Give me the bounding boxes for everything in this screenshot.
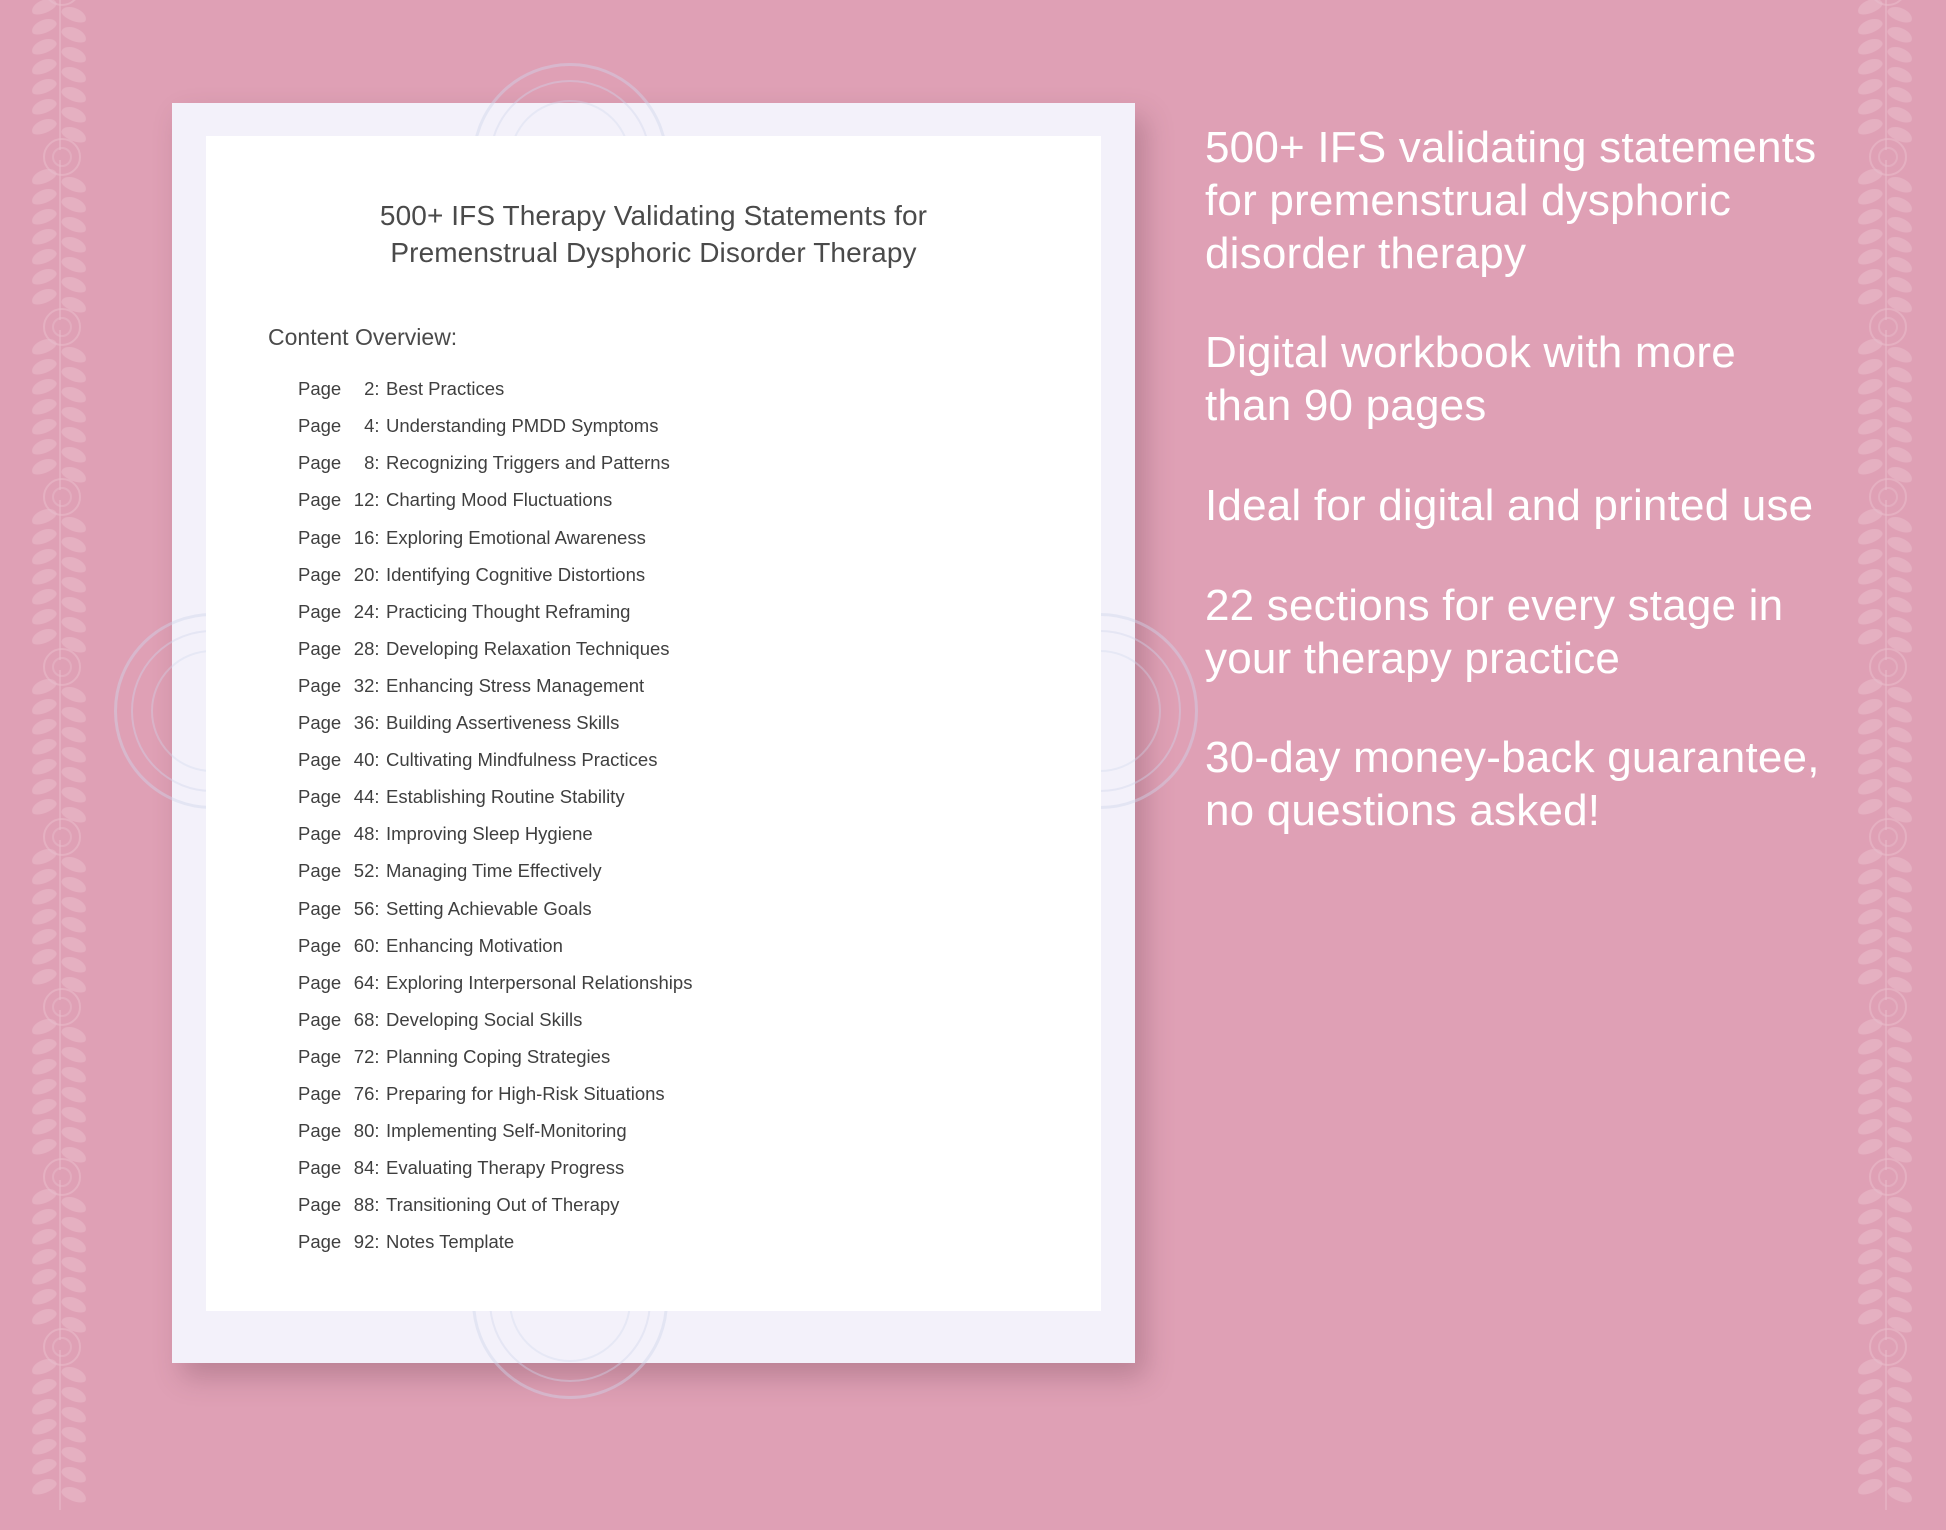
toc-page-word: Page: [298, 563, 342, 585]
toc-entry-title: Charting Mood Fluctuations: [386, 489, 613, 511]
toc-entry-page: Page 28:: [298, 637, 380, 659]
toc-page-number: 72: [353, 1045, 375, 1067]
toc-page-number: 84: [353, 1157, 375, 1179]
toc-entry: [298, 705, 1101, 742]
toc-entry-page: Page 52:: [298, 860, 380, 882]
toc-entry: [298, 519, 1101, 556]
flower-icon: [43, 648, 81, 686]
toc-entry: [298, 1002, 1101, 1039]
toc-entry-title: Planning Coping Strategies: [386, 1045, 611, 1067]
flower-icon: [1869, 478, 1907, 516]
toc-page-word: Page: [298, 452, 342, 474]
toc-entry: [298, 1039, 1101, 1076]
toc-page-word: Page: [298, 823, 342, 845]
toc-page-word: Page: [298, 378, 342, 400]
toc-entry-title: Cultivating Mindfulness Practices: [386, 749, 658, 771]
marketing-line: Ideal for digital and printed use: [1205, 480, 1814, 530]
toc-page-number: 4: [364, 415, 375, 437]
toc-entry-title: Practicing Thought Reframing: [386, 600, 631, 622]
table-of-contents: [298, 371, 1101, 1261]
flower-icon: [1869, 988, 1907, 1026]
flower-icon: [1869, 1328, 1907, 1366]
toc-page-number: 16: [353, 526, 375, 548]
toc-page-number: 44: [353, 786, 375, 808]
toc-page-number: 88: [353, 1194, 375, 1216]
toc-entry-title: Transitioning Out of Therapy: [386, 1194, 620, 1216]
toc-entry-page: Page 88:: [298, 1194, 380, 1216]
toc-page-number: 2: [364, 378, 375, 400]
toc-entry: [298, 779, 1101, 816]
toc-page-word: Page: [298, 1008, 342, 1030]
toc-entry-title: Notes Template: [386, 1231, 515, 1253]
toc-page-number: 60: [353, 934, 375, 956]
flower-icon: [43, 138, 81, 176]
toc-entry: [298, 927, 1101, 964]
flower-icon: [43, 818, 81, 856]
toc-entry-title: Developing Relaxation Techniques: [386, 637, 670, 659]
toc-entry-page: Page 12:: [298, 489, 380, 511]
marketing-line: 30-day money-back guarantee, no questions asked!: [1205, 733, 1820, 836]
toc-entry-page: Page 8:: [298, 452, 380, 474]
toc-page-number: 64: [353, 971, 375, 993]
toc-entry: [298, 556, 1101, 593]
document-page: [206, 136, 1101, 1311]
toc-entry-page: Page 64:: [298, 971, 380, 993]
toc-page-word: Page: [298, 526, 342, 548]
flower-icon: [1869, 1158, 1907, 1196]
toc-entry-page: Page 24:: [298, 600, 380, 622]
toc-entry-title: Exploring Emotional Awareness: [386, 526, 646, 548]
flower-icon: [43, 1328, 81, 1366]
toc-page-word: Page: [298, 897, 342, 919]
floral-sprig-icon: [1831, 1340, 1941, 1530]
toc-entry: [298, 853, 1101, 890]
toc-entry-page: Page 84:: [298, 1157, 380, 1179]
floral-sprig-icon: [5, 1340, 115, 1530]
toc-page-word: Page: [298, 1082, 342, 1104]
toc-entry-page: Page 40:: [298, 749, 380, 771]
toc-page-word: Page: [298, 1231, 342, 1253]
toc-entry-page: Page 76:: [298, 1082, 380, 1104]
toc-entry-title: Enhancing Motivation: [386, 934, 563, 956]
toc-page-word: Page: [298, 860, 342, 882]
marketing-line: 22 sections for every stage in your therapy practice: [1205, 580, 1784, 683]
toc-page-number: 80: [353, 1120, 375, 1142]
toc-entry-title: Setting Achievable Goals: [386, 897, 592, 919]
toc-entry: [298, 1224, 1101, 1261]
toc-entry: [298, 1150, 1101, 1187]
marketing-line: 500+ IFS validating statements for premenstrual dysphoric disorder therapy: [1205, 123, 1817, 278]
flower-icon: [43, 988, 81, 1026]
toc-entry-title: Improving Sleep Hygiene: [386, 823, 593, 845]
toc-page-number: 8: [364, 452, 375, 474]
toc-page-word: Page: [298, 786, 342, 808]
floral-border-left-icon: [0, 0, 120, 1460]
page-title: 500+ IFS Therapy Validating Statements for Premenstrual Dysphoric Disorder Therapy: [379, 200, 928, 268]
toc-entry-page: Page 4:: [298, 415, 380, 437]
toc-entry: [298, 371, 1101, 408]
toc-entry-title: Preparing for High-Risk Situations: [386, 1082, 665, 1104]
toc-page-number: 32: [353, 674, 375, 696]
toc-entry-page: Page 44:: [298, 786, 380, 808]
toc-page-word: Page: [298, 749, 342, 771]
flower-icon: [1869, 308, 1907, 346]
flower-icon: [43, 478, 81, 516]
toc-page-word: Page: [298, 712, 342, 734]
toc-page-number: 40: [353, 749, 375, 771]
toc-entry-title: Recognizing Triggers and Patterns: [386, 452, 670, 474]
toc-entry-page: Page 68:: [298, 1008, 380, 1030]
toc-entry-page: Page 80:: [298, 1120, 380, 1142]
flower-icon: [43, 308, 81, 346]
toc-page-word: Page: [298, 674, 342, 696]
workbook-mockup: [172, 103, 1135, 1363]
toc-page-word: Page: [298, 600, 342, 622]
toc-page-number: 36: [353, 712, 375, 734]
toc-page-number: 56: [353, 897, 375, 919]
toc-page-number: 68: [353, 1008, 375, 1030]
toc-entry-page: Page 72:: [298, 1045, 380, 1067]
toc-page-word: Page: [298, 1157, 342, 1179]
floral-border-right-icon: [1826, 0, 1946, 1460]
toc-page-word: Page: [298, 1045, 342, 1067]
toc-entry-title: Implementing Self-Monitoring: [386, 1120, 627, 1142]
toc-page-word: Page: [298, 934, 342, 956]
toc-entry-page: Page 16:: [298, 526, 380, 548]
toc-entry-title: Building Assertiveness Skills: [386, 712, 620, 734]
toc-page-number: 52: [353, 860, 375, 882]
toc-page-word: Page: [298, 971, 342, 993]
toc-page-number: 28: [353, 637, 375, 659]
toc-page-word: Page: [298, 637, 342, 659]
toc-entry: [298, 816, 1101, 853]
toc-page-number: 76: [353, 1082, 375, 1104]
flower-icon: [1869, 138, 1907, 176]
toc-page-number: 48: [353, 823, 375, 845]
toc-entry: [298, 668, 1101, 705]
toc-entry-title: Best Practices: [386, 378, 505, 400]
marketing-line: Digital workbook with more than 90 pages: [1205, 328, 1736, 431]
content-overview-label: Content Overview:: [268, 323, 458, 350]
toc-entry: [298, 408, 1101, 445]
toc-entry: [298, 964, 1101, 1001]
toc-entry-page: Page 32:: [298, 674, 380, 696]
toc-page-word: Page: [298, 1120, 342, 1142]
toc-entry-page: Page 20:: [298, 563, 380, 585]
toc-page-number: 24: [353, 600, 375, 622]
toc-entry: [298, 742, 1101, 779]
toc-entry-page: Page 48:: [298, 823, 380, 845]
toc-page-number: 12: [353, 489, 375, 511]
toc-page-word: Page: [298, 1194, 342, 1216]
toc-entry: [298, 593, 1101, 630]
toc-page-word: Page: [298, 489, 342, 511]
toc-entry: [298, 445, 1101, 482]
toc-entry: [298, 1187, 1101, 1224]
toc-entry-page: Page 60:: [298, 934, 380, 956]
toc-entry-title: Understanding PMDD Symptoms: [386, 415, 659, 437]
flower-icon: [1869, 648, 1907, 686]
toc-entry: [298, 1076, 1101, 1113]
flower-icon: [43, 1158, 81, 1196]
toc-entry: [298, 482, 1101, 519]
toc-entry-page: Page 36:: [298, 712, 380, 734]
toc-entry-title: Evaluating Therapy Progress: [386, 1157, 625, 1179]
toc-entry-title: Managing Time Effectively: [386, 860, 602, 882]
toc-entry-page: Page 92:: [298, 1231, 380, 1253]
toc-entry-page: Page 2:: [298, 378, 380, 400]
toc-page-number: 20: [353, 563, 375, 585]
toc-entry: [298, 631, 1101, 668]
toc-entry-title: Developing Social Skills: [386, 1008, 583, 1030]
toc-entry-page: Page 56:: [298, 897, 380, 919]
toc-entry-title: Establishing Routine Stability: [386, 786, 625, 808]
toc-entry: [298, 1113, 1101, 1150]
flower-icon: [1869, 818, 1907, 856]
toc-page-word: Page: [298, 415, 342, 437]
toc-entry-title: Enhancing Stress Management: [386, 674, 645, 696]
toc-entry-title: Exploring Interpersonal Relationships: [386, 971, 693, 993]
toc-entry: [298, 890, 1101, 927]
marketing-copy: [1205, 122, 1825, 838]
toc-page-number: 92: [353, 1231, 375, 1253]
toc-entry-title: Identifying Cognitive Distortions: [386, 563, 646, 585]
